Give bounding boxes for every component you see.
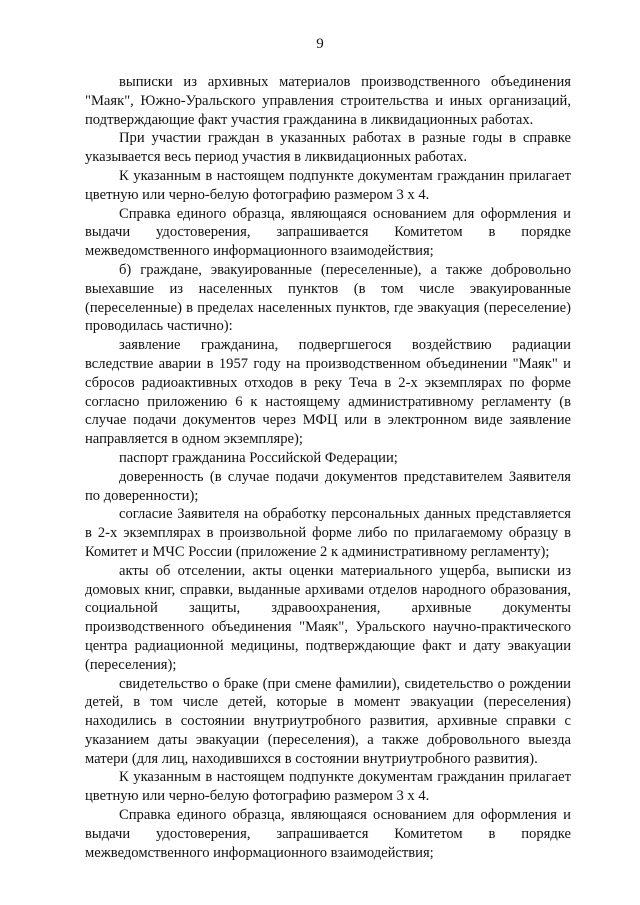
paragraph-power-of-attorney: доверенность (в случае подачи документов представителем Заявителя по доверенности); — [85, 468, 571, 504]
paragraph-evacuation-acts: акты об отселении, акты оценки материального ущерба, выписки из домовых книг, справки, выданные архивами отделов народного образования, социальной защиты, здравоохранения, архивные документы производственного объединения "Маяк", Уральского научно-практического центра радиационной медицины, подтверждающие факт и дату эвакуации (переселения); — [85, 562, 571, 673]
paragraph-archive-extracts: выписки из архивных материалов производственного объединения "Маяк", Южно-Уральского управления строительства и иных организаций, подтверждающие факт участия гражданина в ликвидационных работах. — [85, 74, 571, 128]
paragraph-participation-period: При участии граждан в указанных работах в разные годы в справке указывается весь период участия в ликвидационных работах. — [85, 130, 571, 166]
page-number: 9 — [316, 36, 324, 52]
paragraph-photo-requirement-2: К указанным в настоящем подпункте документам гражданин прилагает цветную или черно-белую фотографию размером 3 х 4. — [85, 769, 571, 805]
paragraph-data-consent: согласие Заявителя на обработку персональных данных представляется в 2-х экземплярах в произвольной форме либо по прилагаемому образцу в Комитет и МЧС России (приложение 2 к административному регламенту); — [85, 506, 571, 560]
paragraph-certificate-request: Справка единого образца, являющаяся основанием для оформления и выдачи удостоверения, запрашивается Комитетом в порядке межведомственного информационного взаимодействия; — [85, 205, 571, 260]
paragraph-photo-requirement: К указанным в настоящем подпункте документам гражданин прилагает цветную или черно-белую фотографию размером 3 х 4. — [85, 167, 571, 203]
paragraph-evacuated-citizens: б) граждане, эвакуированные (переселенные), а также добровольно выехавшие из населенных пунктов (в том числе эвакуированные (переселенные) в пределах населенных пунктов, где эвакуация (переселение) проводилась частично): — [85, 261, 571, 335]
paragraph-application: заявление гражданина, подвергшегося воздействию радиации вследствие аварии в 1957 году на производственном объединении "Маяк" и сбросов радиоактивных отходов в реку Теча в 2-х экземплярах по форме согласно приложению 6 к настоящему административному регламенту (в случае подачи документов через МФЦ или в электронном виде заявление направляется в одном экземпляре); — [85, 337, 571, 448]
paragraph-passport: паспорт гражданина Российской Федерации; — [119, 449, 398, 466]
document-body — [85, 73, 571, 862]
paragraph-certificate-request-2: Справка единого образца, являющаяся основанием для оформления и выдачи удостоверения, запрашивается Комитетом в порядке межведомственного информационного взаимодействия; — [85, 807, 571, 861]
paragraph-certificates: свидетельство о браке (при смене фамилии), свидетельство о рождении детей, в том числе детей, которые в момент эвакуации (переселения) находились в состоянии внутриутробного развития, архивные справки с указанием даты эвакуации (переселения), а также добровольного выезда матери (для лиц, находившихся в состоянии внутриутробного развития). — [85, 675, 571, 767]
